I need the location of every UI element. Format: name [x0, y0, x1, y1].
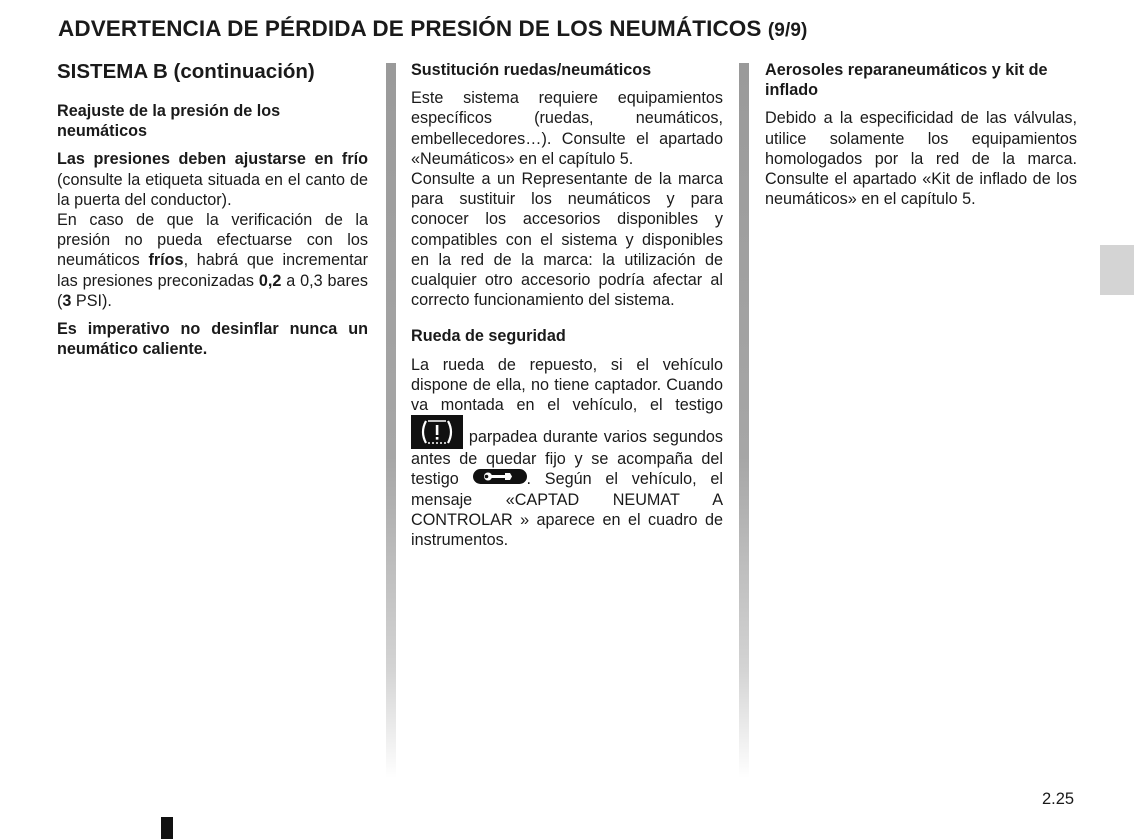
text-never-deflate: Es imperativo no desinflar nunca un neumático caliente. [57, 320, 368, 359]
subheading-pressure-reset: Reajuste de la presión de los neumáticos [57, 102, 281, 141]
column-system-b [57, 60, 368, 359]
column-separator-right [739, 63, 749, 778]
text-increase-c: a 0,3 bares ( [57, 271, 368, 310]
chapter-tab-marker [1100, 245, 1134, 295]
column-separator-left [386, 63, 396, 778]
page-title-pages: (9/9) [767, 20, 808, 41]
paragraph-cold-pressures [57, 149, 368, 210]
text-increase-b: , habrá que incrementar las presiones preconizadas [57, 251, 368, 290]
subheading-sealant-kit: Aerosoles reparaneumáticos y kit de inflado [765, 61, 1048, 100]
tire-pressure-warning-icon [411, 415, 463, 449]
subheading-safety-wheel: Rueda de seguridad [411, 327, 566, 346]
text-cold-pressures-bold: Las presiones deben ajustarse en frío [57, 150, 368, 169]
paragraph-valves: Debido a la especificidad de las válvulas, utilice solamente los equipamientos homologados por la red de la marca. Consulte el apartado «Kit de inflado de los neumáticos» en el capítulo 5. [765, 109, 1077, 209]
text-cold-pressures-rest: (consulte la etiqueta situada en el canto de la puerta del conductor). [57, 170, 368, 209]
crop-mark [161, 817, 173, 839]
text-increase-d: PSI). [71, 291, 112, 310]
text-spare-a: La rueda de repuesto, si el vehículo dispone de ella, no tiene captador. Cuando va montada en el vehículo, el testigo [411, 355, 723, 415]
text-increase-bold-psi: 3 [62, 291, 72, 310]
page-number: 2.25 [1042, 790, 1075, 808]
page-title-text: ADVERTENCIA DE PÉRDIDA DE PRESIÓN DE LOS NEUMÁTICOS [58, 16, 762, 41]
paragraph-consult-representative: Consulte a un Representante de la marca para sustituir los neumáticos y para conocer los accesorios disponibles y compatibles con el sistema y disponibles en la red de la marca: la utilización de cualquier otro accesorio podría afectar al correcto funcionamiento del sistema. [411, 170, 723, 310]
column-replacement [411, 60, 723, 550]
text-spare-b: parpadea durante varios segundos antes de quedar fijo y se acompaña del testigo [411, 428, 723, 489]
wrench-service-icon [473, 469, 527, 484]
section-heading-system-b: SISTEMA B (continuación) [57, 60, 315, 83]
text-spare-c: . Según el vehículo, el mensaje «CAPTAD NEUMAT A CONTROLAR » aparece en el cuadro de instrumentos. [411, 470, 723, 550]
text-increase-a: En caso de que la verificación de la presión no pueda efectuarse con los neumáticos [57, 211, 368, 270]
subheading-wheel-replacement: Sustitución ruedas/neumáticos [411, 61, 652, 79]
paragraph-spare-wheel [411, 355, 723, 551]
paragraph-never-deflate [57, 319, 368, 359]
paragraph-increase-pressure [57, 210, 368, 311]
column-repair-kit [765, 60, 1077, 209]
paragraph-specific-equipment: Este sistema requiere equipamientos específicos (ruedas, neumáticos, embellecedores…). Consulte el apartado «Neumáticos» en el capítulo 5. [411, 89, 723, 168]
page-title [58, 16, 807, 42]
text-increase-bold-cold: fríos [148, 251, 184, 270]
text-increase-bold-value: 0,2 [258, 271, 282, 290]
